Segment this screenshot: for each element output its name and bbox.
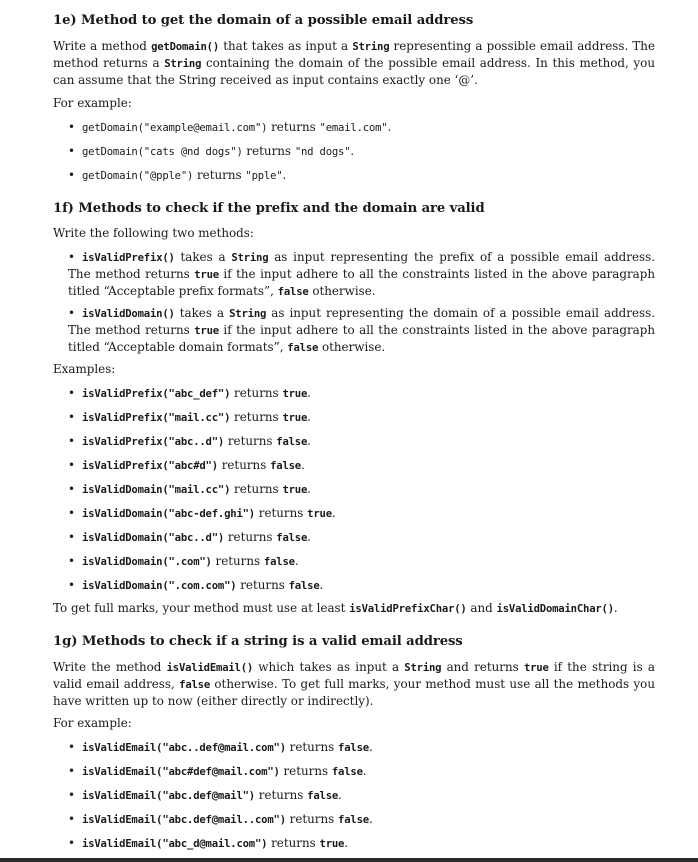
- list-item: • getDomain("example@email.com") returns "email.com".: [68, 120, 392, 134]
- bottom-border: [0, 858, 698, 862]
- section-1f-heading: 1f) Methods to check if the prefix and the domain are valid: [53, 201, 485, 216]
- list-item: • isValidDomain(".com") returns false.: [68, 554, 299, 568]
- list-item: • isValidDomain("abc..d") returns false.: [68, 530, 311, 544]
- list-item: • isValidEmail("abc#def@mail.com") returns false.: [68, 764, 367, 778]
- list-item: • getDomain("cats @nd dogs") returns "nd dogs".: [68, 144, 355, 158]
- section-1e-for-example: For example:: [53, 96, 132, 110]
- section-1g-intro: Write the method isValidEmail() which takes as input a String and returns true if the string is a valid email address, false otherwise. To get full marks, your method must use all the methods you have written up to now (either directly or indirectly).: [53, 660, 656, 708]
- list-item: • isValidPrefix("abc..d") returns false.: [68, 434, 311, 448]
- section-1e-heading: 1e) Method to get the domain of a possible email address: [53, 13, 474, 28]
- section-1f-note: To get full marks, your method must use at least isValidPrefixChar() and isValidDomainChar().: [53, 601, 618, 615]
- list-item: • isValidEmail("abc..def@mail.com") returns false.: [68, 740, 373, 754]
- list-item: • isValidPrefix("abc_def") returns true.: [68, 386, 311, 400]
- list-item: • isValidPrefix("abc#d") returns false.: [68, 458, 305, 472]
- list-item: • isValidEmail("abc.def@mail..com") returns false.: [68, 812, 373, 826]
- list-item: • isValidPrefix("mail.cc") returns true.: [68, 410, 311, 424]
- section-1g-for-example: For example:: [53, 716, 132, 730]
- list-item: • getDomain("@pple") returns "pple".: [68, 168, 287, 182]
- list-item: • isValidDomain("mail.cc") returns true.: [68, 482, 311, 496]
- list-item: • isValidDomain("abc-def.ghi") returns true.: [68, 506, 336, 520]
- list-item-is-valid-domain: • isValidDomain() takes a String as input representing the domain of a possible email address. The method returns true if the input adhere to all the constraints listed in the above paragraph titled “Acceptable domain formats”, false otherwise.: [68, 306, 656, 354]
- list-item: • isValidEmail("abc.def@mail") returns false.: [68, 788, 342, 802]
- section-1g-heading: 1g) Methods to check if a string is a valid email address: [53, 634, 463, 649]
- section-1f-examples-label: Examples:: [53, 362, 116, 376]
- list-item: • isValidDomain(".com.com") returns false.: [68, 578, 324, 592]
- section-1f-intro: Write the following two methods:: [53, 226, 254, 240]
- section-1e-intro: Write a method getDomain() that takes as input a String representing a possible email address. The method returns a String containing the domain of the possible email address. In this method, you can assume that the String received as input contains exactly one ‘@’.: [53, 39, 656, 87]
- list-item-is-valid-prefix: • isValidPrefix() takes a String as input representing the prefix of a possible email address. The method returns true if the input adhere to all the constraints listed in the above paragraph titled “Acceptable prefix formats”, false otherwise.: [68, 250, 655, 298]
- list-item: • isValidEmail("abc_d@mail.com") returns true.: [68, 836, 349, 850]
